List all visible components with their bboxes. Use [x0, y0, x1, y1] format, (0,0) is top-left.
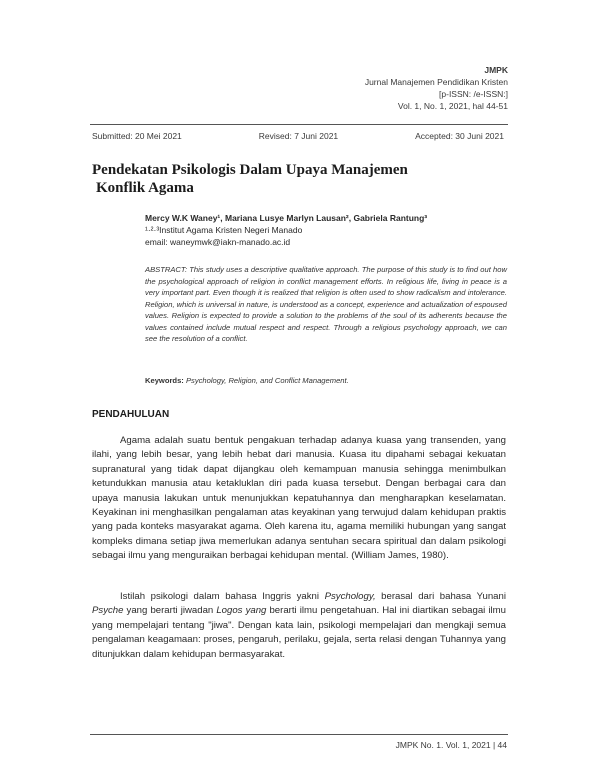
author-block: [145, 212, 427, 248]
abstract: ABSTRACT: This study uses a descriptive qualitative approach. The purpose of this study is to find out how the psychological approach of religion in conflict management efforts. In religious life, living in peace is a very important part. Even though it is realized that religion is often used to show radicalism and intolerance. Religion, which is universal in nature, is understood as a concept, experience and actualization of espoused values. Religion is expected to provide a solution to the problems of the soul of its adherents because the values contained include mutual respect and respect. Through a religious psychology approach, we can see the resolution of a conflict.: [145, 265, 507, 343]
body-paragraph-1: Agama adalah suatu bentuk pengakuan terhadap adanya kuasa yang transenden, yang ilahi, yang lebih besar, yang lebih hebat dari manusia. Kuasa itu dipahami sebagai kekuatan supranatural yang tidak dapat dijangkau oleh kemampuan manusia sehingga menimbulkan ketundukkan manusia atau ketakluklan diri pada kuasa tersebut. Dengan berbagai cara dan upaya manusia lakukan untuk menunjukkan kepatuhannya dan mengharapkan keselamatan. Keyakinan ini menghasilkan pengalaman atas keyakinan yang terwujud dalam kehidupan praktis yang pada konteks masyarakat agama. Oleh karena itu, agama memiliki hubungan yang sangat kompleks dimana setiap jiwa memerlukan adanya sentuhan secara spiritual dan dalam psikologi sebagai ilmu yang menguraikan berbagai kehidupan mental. (William James, 1980).: [92, 435, 506, 562]
p2-text-a: Istilah psikologi dalam bahasa Inggris yakni: [120, 591, 325, 602]
submitted-date: Submitted: 20 Mei 2021: [92, 131, 182, 141]
journal-header: [365, 64, 508, 112]
p2-text-g: berarti ilmu pengetahuan. Hal ini diartikan sebagai ilmu yang mempelajari tentang "jiwa". Dengan kata lain, psikologi mempelajari dan mengkaji semua pengalaman keagamaan: proses, pengaruh, perilaku, gejala, serta relasi dengan Tuhannya yang ditunjukkan dalam kehidupan bermasyarakat.: [92, 605, 506, 660]
p2-text-e: yang berarti jiwadan: [123, 605, 217, 617]
author-email: email: waneymwk@iakn-manado.ac.id: [145, 237, 291, 247]
keywords-label: Keywords:: [145, 376, 184, 385]
p2-term-psyche: Psyche: [92, 605, 124, 617]
title-line-2: Konflik Agama: [96, 180, 194, 196]
page-footer: JMPK No. 1. Vol. 1, 2021 | 44: [395, 740, 507, 750]
header-divider: [90, 124, 508, 125]
journal-issn: [p-ISSN: /e-ISSN:]: [439, 89, 508, 99]
submission-dates: [92, 131, 504, 141]
author-names: Mercy W.K Waney¹, Mariana Lusye Marlyn Lausan², Gabriela Rantung³: [145, 213, 428, 223]
keywords-text: Psychology, Religion, and Conflict Management.: [185, 376, 349, 385]
body-paragraph-2: [92, 590, 506, 662]
journal-abbreviation: JMPK: [484, 65, 508, 75]
journal-volume: Vol. 1, No. 1, 2021, hal 44-51: [397, 101, 508, 111]
title-line-1: Pendekatan Psikologis Dalam Upaya Manajemen: [92, 162, 408, 178]
keywords: [145, 376, 349, 385]
revised-date: Revised: 7 Juni 2021: [258, 131, 339, 141]
footer-divider: [90, 734, 508, 735]
journal-name: Jurnal Manajemen Pendidikan Kristen: [364, 77, 508, 87]
article-title: [92, 161, 452, 197]
section-heading: PENDAHULUAN: [92, 409, 170, 420]
p2-term-psychology: Psychology,: [324, 591, 376, 602]
accepted-date: Accepted: 30 Juni 2021: [415, 131, 504, 141]
p2-text-c: berasal dari bahasa Yunani: [375, 591, 506, 602]
author-affiliation: ¹·²·³Institut Agama Kristen Negeri Manado: [145, 225, 303, 235]
p2-term-logos: Logos yang: [216, 605, 267, 617]
